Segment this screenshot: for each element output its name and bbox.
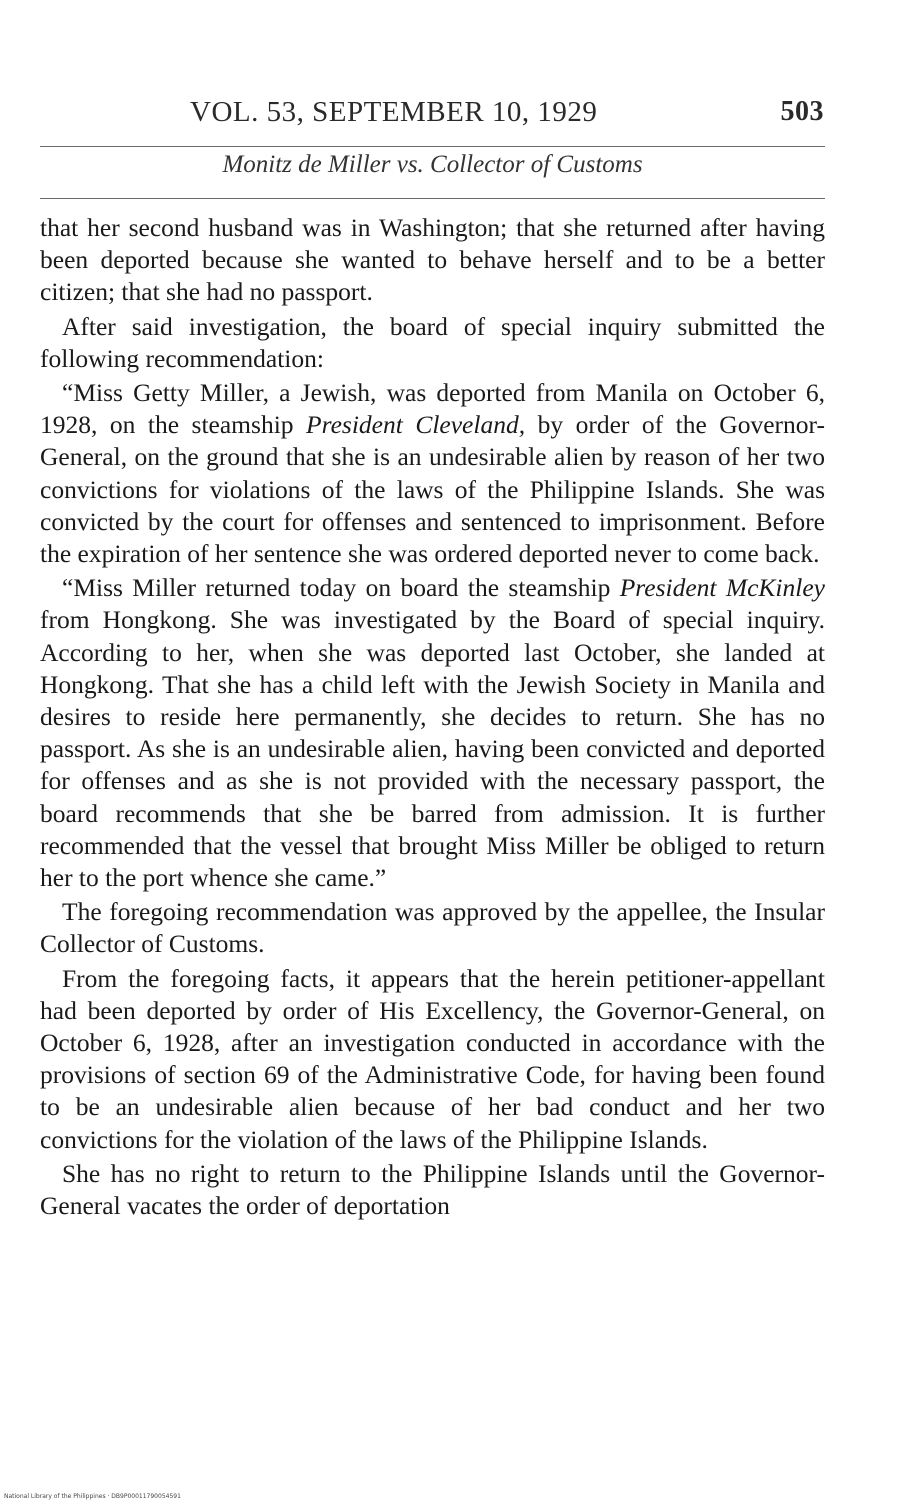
- volume-date: VOL. 53, SEPTEMBER 10, 1929: [190, 96, 598, 128]
- paragraph: [40, 896, 825, 960]
- paragraph-text: from Hongkong. She was investigated by the Board of special inquiry. According to her, when she was deported last October, she landed at Hongkong. That she has a child left with the Jewish Society in Manila and desires to reside here permanently, she decides to return. She has no passport. As she is an undesirable alien, having been convicted and deported for offenses and as she is not provided with the necessary passport, the board recommends that she be barred from admission. It is further recommended that the vessel that brought Miss Miller be obliged to return her to the port whence she came.”: [40, 605, 825, 893]
- paragraph: [40, 311, 825, 375]
- paragraph-text: that her second husband was in Washington; that she returned after having been deported because she wanted to behave herself and to be a better citizen; that she had no passport.: [40, 213, 825, 307]
- paragraph-text: “Miss Getty Miller, a Jewish, was deported from Manila on October 6, 1928, on the steamship: [40, 378, 825, 440]
- paragraph-text: From the foregoing facts, it appears that the herein petitioner-appellant had been deported by order of His Excellency, the Governor-General, on October 6, 1928, after an investigation conducted in accordance with the provisions of section 69 of the Administrative Code, for having been found to be an undesirable alien because of her bad conduct and her two convictions for the violation of the laws of the Philippine Islands.: [40, 963, 825, 1154]
- page-number: 503: [780, 96, 824, 127]
- header-rule-bottom: [40, 198, 825, 199]
- case-title: Monitz de Miller vs. Collector of Customs: [222, 151, 643, 178]
- paragraph-text: She has no right to return to the Philippine Islands until the Governor-General vacates the order of deportation: [40, 1158, 825, 1221]
- ship-name: President McKinley: [619, 573, 825, 603]
- paragraph: [40, 572, 825, 894]
- paragraph: [40, 963, 825, 1156]
- paragraph: [40, 377, 825, 570]
- paragraph-text: After said investigation, the board of special inquiry submitted the following recommendation:: [40, 311, 825, 373]
- header-rule-top: [40, 146, 825, 147]
- running-header: [40, 96, 830, 136]
- paragraph-text: “Miss Miller returned today on board the steamship: [62, 573, 620, 603]
- scan-credit: National Library of the Philippines · DB9P00011790054591: [4, 1493, 181, 1500]
- paragraph: [40, 1158, 825, 1222]
- body-text: [40, 212, 825, 1222]
- paragraph-text: The foregoing recommendation was approved by the appellee, the Insular Collector of Customs.: [40, 897, 825, 959]
- paragraph: [40, 212, 825, 309]
- paragraph-text: by order of the Governor-General, on the ground that she is an undesirable alien by reason of her two convictions for violations of the laws of the Philippine Islands. She was convicted by the court for offenses and sentenced to imprisonment. Before the expiration of her sentence she was ordered deported never to come back.: [40, 410, 825, 569]
- ship-name: President Cleveland,: [306, 410, 526, 440]
